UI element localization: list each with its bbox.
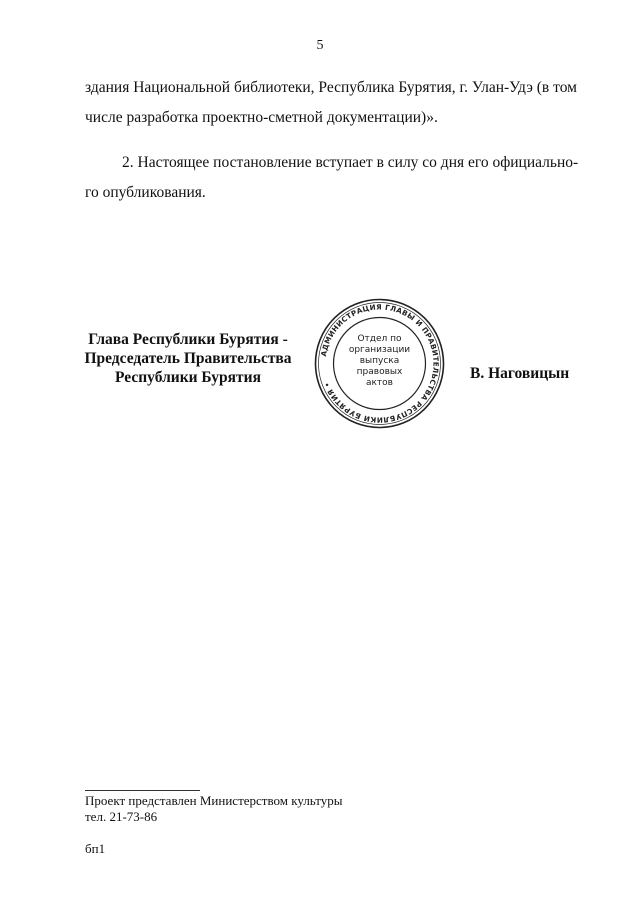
paragraph-1-line-2: числе разработка проектно-сметной документации)». <box>85 109 438 126</box>
paragraph-2-line-2: го опубликования. <box>85 184 206 201</box>
seal-center-line-4: правовых <box>356 367 403 377</box>
seal-center-line-5: актов <box>365 378 394 388</box>
seal-center-line-1: Отдел по <box>357 334 402 344</box>
signatory-title <box>78 330 298 387</box>
paragraph-2-line-1: 2. Настоящее постановление вступает в силу со дня его официально- <box>122 154 579 171</box>
paragraph-2 <box>85 148 579 208</box>
seal-center-text <box>349 334 410 388</box>
signer-name: В. Наговицын <box>470 365 570 382</box>
signatory-line-3: Республики Бурятия <box>115 369 261 386</box>
signatory-line-2: Председатель Правительства <box>84 350 292 367</box>
seal-ring-text: АДМИНИСТРАЦИЯ ГЛАВЫ И ПРАВИТЕЛЬСТВА РЕСПУБЛИКИ БУРЯТИЯ • <box>318 302 441 425</box>
footer-divider <box>85 790 200 791</box>
footer-presented-by: Проект представлен Министерством культуры <box>85 793 343 808</box>
signatory-line-1: Глава Республики Бурятия - <box>88 331 288 348</box>
footer-phone: тел. 21-73-86 <box>85 809 158 824</box>
seal-center-line-3: выпуска <box>359 356 400 366</box>
paragraph-1-line-1: здания Национальной библиотеки, Республика Бурятия, г. Улан-Удэ (в том <box>85 79 577 96</box>
footer-note <box>85 793 342 857</box>
seal-center-line-2: организации <box>348 345 411 355</box>
page-number: 5 <box>316 38 324 53</box>
footer-code: бп1 <box>85 841 106 856</box>
official-seal-stamp <box>313 297 446 430</box>
paragraph-1 <box>85 73 577 133</box>
